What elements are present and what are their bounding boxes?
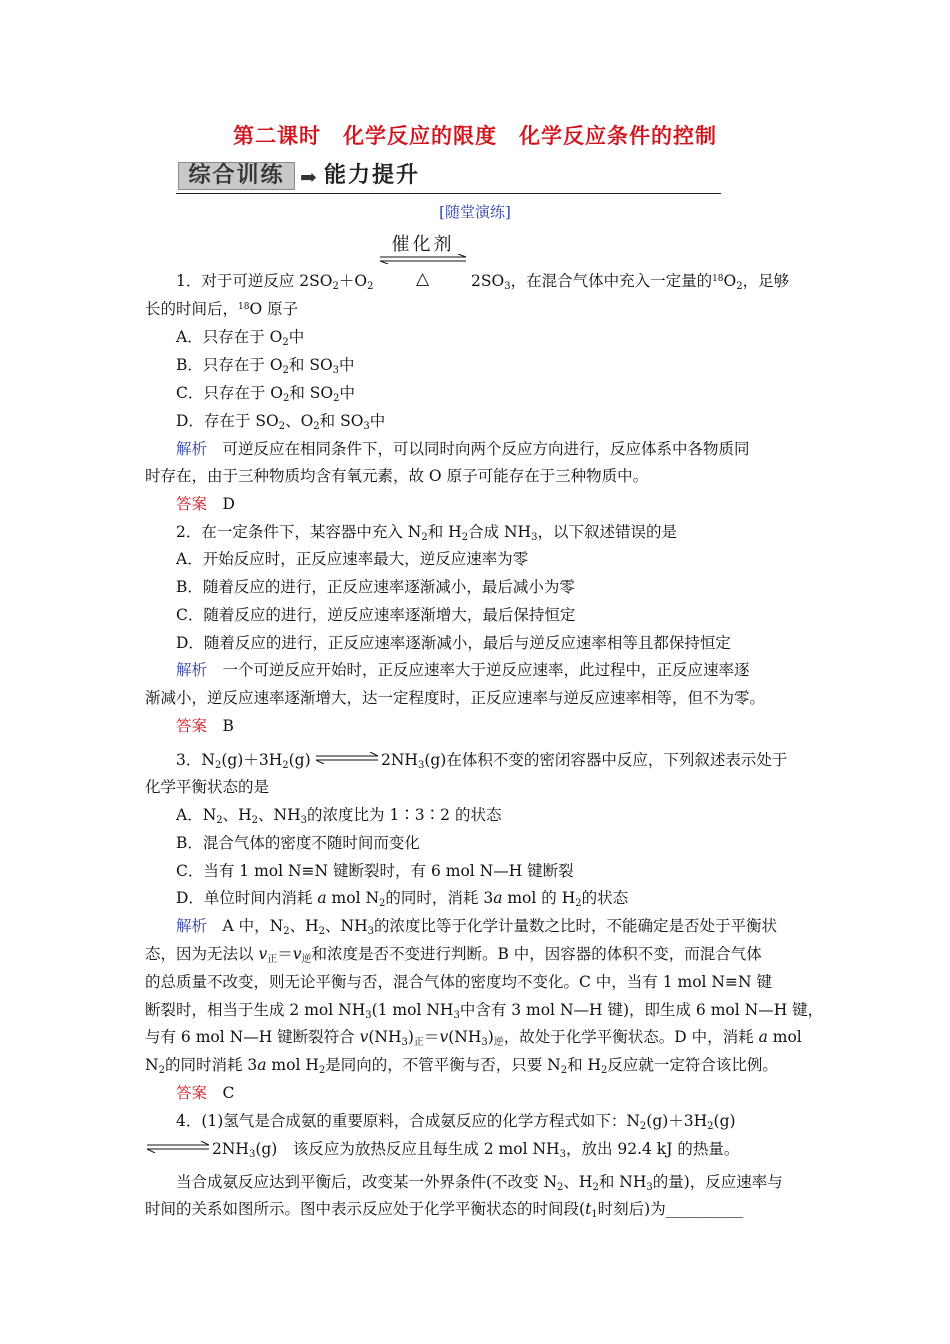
q4-stem-line4	[145, 1199, 815, 1219]
answer-label: 答案	[176, 1084, 208, 1102]
analysis-text: 的浓度比等于化学计量数之比时，不能确定是否处于平衡状	[373, 917, 777, 935]
q1-stem-text: ＋O	[338, 272, 368, 290]
analysis-text: 反应就一定符合该比例。	[607, 1056, 778, 1074]
option-text: 中	[339, 384, 356, 402]
q3-analysis-line3: 的总质量不改变，则无论平衡与否，混合气体的密度均不变化。C 中，当有 1 mol N≡N 键	[145, 973, 772, 991]
answer-label: 答案	[176, 717, 208, 735]
sub: 2	[283, 926, 290, 937]
analysis-text: 是同向的，不管平衡与否，只要 N	[325, 1056, 561, 1074]
sub: 2	[332, 281, 339, 292]
analysis-text: 、H	[289, 917, 319, 935]
option-text: 的状态	[581, 889, 629, 907]
q2-stem-text: 合成 NH	[468, 523, 532, 541]
sub: 2	[601, 1065, 608, 1076]
analysis-text: 、NH	[325, 917, 368, 935]
q4-stem-text: (g)	[713, 1112, 736, 1130]
q3-analysis-line4	[145, 1000, 824, 1021]
option-text: 和 SO	[319, 412, 364, 430]
q4-stem-text: 4．(1)氢气是合成氨的重要原料，合成氨反应的化学方程式如下：N	[176, 1112, 640, 1130]
italic-var: v	[359, 1028, 369, 1046]
q3-stem-text: (g)在体积不变的密闭容器中反应，下列叙述表示处于	[424, 751, 788, 769]
q2-stem-text: 2．在一定条件下，某容器中充入 N	[176, 523, 422, 541]
q1-answer	[176, 494, 846, 514]
q2-option-d: D．随着反应的进行，正反应速率逐渐减小，最后与逆反应速率相等且都保持恒定	[176, 634, 731, 652]
sub: 3	[504, 281, 511, 292]
analysis-text: N	[145, 1056, 159, 1074]
analysis-text: 中含有 3 mol N—H 键)，即生成 6 mol N—H 键，	[459, 1001, 824, 1019]
q2-analysis-line2: 渐减小，逆反应速率逐渐增大，达一定程度时，正反应速率与逆反应速率相等，但不为零。	[145, 689, 766, 707]
sub: 3	[332, 365, 340, 376]
q3-stem-line2: 化学平衡状态的是	[145, 778, 270, 796]
banner-label-comprehensive: 综合训练	[178, 162, 295, 190]
analysis-text: 与有 6 mol N—H 键断裂符合	[145, 1028, 360, 1046]
italic-var: v	[439, 1028, 449, 1046]
q4-stem-text: 、H	[563, 1173, 593, 1191]
sub: 2	[592, 1182, 599, 1193]
sub: 1	[591, 1209, 598, 1220]
analysis-text: A 中，N	[222, 917, 284, 935]
option-text: 、O	[285, 412, 314, 430]
analysis-text: 的同时消耗 3	[164, 1056, 258, 1074]
answer-value: B	[222, 717, 234, 735]
analysis-text: 可逆反应在相同条件下，可以同时向两个反应方向进行，反应体系中各物质同	[222, 440, 750, 458]
q2-stem-text: 和 H	[427, 523, 462, 541]
sub: 2	[333, 393, 340, 404]
sub: 逆	[301, 954, 312, 965]
q3-stem-text: 3．N	[176, 751, 215, 769]
sub: 3	[559, 1149, 566, 1160]
subheading: [随堂演练]	[439, 203, 511, 221]
sub: 2	[278, 421, 286, 432]
sub: 2	[282, 760, 289, 771]
q4-stem-text: 和 NH	[598, 1173, 647, 1191]
answer-value: C	[222, 1084, 235, 1102]
analysis-text: )	[487, 1028, 494, 1046]
analysis-text: mol H	[266, 1056, 319, 1074]
q1-stem-text: ，在混合气体中充入一定量的	[510, 272, 713, 290]
option-text: C．只存在于 O	[176, 384, 283, 402]
q1-stem-text: 长的时间后，	[145, 300, 239, 318]
q1-option-b	[176, 355, 846, 375]
q4-stem-text: 的量)，反应速率与	[652, 1173, 783, 1191]
italic-var: t	[585, 1200, 592, 1218]
sub: 正	[267, 954, 278, 965]
q3-option-b: B．混合气体的密度不随时间而变化	[176, 834, 420, 852]
q1-analysis	[176, 439, 846, 459]
q2-option-c: C．随着反应的进行，逆反应速率逐渐增大，最后保持恒定	[176, 606, 576, 624]
q4-stem-text: (g) 该反应为放热反应且每生成 2 mol NH	[255, 1140, 560, 1158]
catalyst-label: 催化剂	[391, 234, 455, 255]
sub: 2	[575, 898, 582, 909]
q1-option-d	[176, 411, 846, 431]
q1-analysis-line2: 时存在，由于三种物质均含有氧元素，故 O 原子可能存在于三种物质中。	[145, 467, 649, 485]
sub: 2	[318, 1065, 326, 1076]
analysis-label: 解析	[176, 661, 208, 679]
sub: 3	[531, 532, 538, 543]
analysis-text: ＝	[277, 945, 293, 963]
sub: 2	[736, 281, 743, 292]
sub: 3	[367, 926, 374, 937]
italic-var: v	[292, 945, 302, 963]
analysis-text: 态，因为无法以	[145, 945, 259, 963]
answer-blank[interactable]: __________	[665, 1200, 744, 1218]
heat-triangle-icon: △	[416, 269, 430, 289]
q1-option-c	[176, 383, 846, 403]
q1-stem-line2	[145, 299, 815, 319]
q4-stem-line2	[212, 1139, 812, 1159]
option-text: 、H	[222, 806, 252, 824]
sub: 2	[379, 898, 386, 909]
q4-stem-text: ，放出 92.4 kJ 的热量。	[565, 1140, 740, 1158]
sup: 18	[238, 302, 250, 312]
sup: 18	[712, 274, 724, 284]
analysis-text: ，故处于化学平衡状态。D 中，消耗	[503, 1028, 759, 1046]
q3-analysis-line6	[145, 1055, 815, 1075]
q3-option-c: C．当有 1 mol N≡N 键断裂时，有 6 mol N—H 键断裂	[176, 862, 574, 880]
analysis-label: 解析	[176, 917, 208, 935]
analysis-text: (1 mol NH	[371, 1001, 454, 1019]
analysis-text: 断裂时，相当于生成 2 mol NH	[145, 1001, 366, 1019]
sub: 2	[283, 393, 290, 404]
q3-stem-product	[381, 750, 787, 770]
italic-var: a	[758, 1028, 768, 1046]
sub: 3	[417, 760, 425, 771]
q4-stem-line3	[176, 1172, 846, 1192]
sub: 2	[560, 1065, 568, 1076]
q4-stem-text: 时间的关系如图所示。图中表示反应处于化学平衡状态的时间段(	[145, 1200, 586, 1218]
q4-stem-text: 2NH	[212, 1140, 249, 1158]
analysis-text: 和 H	[567, 1056, 602, 1074]
sub: 3	[365, 1010, 372, 1021]
sub: 3	[248, 1149, 256, 1160]
q3-analysis	[176, 916, 846, 936]
q1-stem-text: O 原子	[249, 300, 299, 318]
q3-stem-text: (g)＋3H	[221, 751, 283, 769]
sub: 2	[313, 421, 320, 432]
sub: 2	[707, 1121, 714, 1132]
option-text: 和 SO	[288, 356, 333, 374]
sub: 2	[214, 760, 222, 771]
option-text: D．存在于 SO	[176, 412, 279, 430]
q2-stem	[176, 522, 846, 542]
option-text: 和 SO	[289, 384, 334, 402]
sub: 2	[557, 1182, 564, 1193]
q3-analysis-line2	[145, 944, 815, 964]
analysis-text: (NH	[448, 1028, 482, 1046]
q3-stem	[176, 750, 846, 770]
option-text: 中	[339, 356, 355, 374]
sub: 2	[282, 365, 289, 376]
sub: 逆	[493, 1037, 504, 1048]
option-text: 中	[369, 412, 386, 430]
italic-var: a	[257, 1056, 267, 1074]
page-title: 第二课时 化学反应的限度 化学反应条件的控制	[233, 124, 717, 148]
italic-var: a	[317, 889, 327, 907]
q4-stem-text: (g)＋3H	[646, 1112, 708, 1130]
q1-stem-product	[471, 271, 789, 291]
option-text: 的同时，消耗 3	[385, 889, 494, 907]
q2-stem-text: ，以下叙述错误的是	[537, 523, 677, 541]
q1-stem-text: 1．对于可逆反应 2SO	[176, 272, 333, 290]
sub: 3	[401, 1037, 408, 1048]
sub: 3	[646, 1182, 653, 1193]
option-text: D．单位时间内消耗	[176, 889, 318, 907]
sub: 2	[421, 532, 428, 543]
italic-var: v	[258, 945, 268, 963]
q4-stem-text: 时刻后)为	[597, 1200, 666, 1218]
sub: 3	[481, 1037, 488, 1048]
sub: 2	[461, 532, 469, 543]
q1-stem-text: 2SO	[471, 272, 505, 290]
option-text: mol 的 H	[502, 889, 576, 907]
italic-var: a	[493, 889, 503, 907]
q3-option-d	[176, 888, 846, 908]
q2-option-a: A．开始反应时，正反应速率最大，逆反应速率为零	[176, 550, 529, 568]
q3-answer	[176, 1083, 846, 1103]
q1-option-a	[176, 327, 846, 347]
analysis-text: mol	[767, 1028, 802, 1046]
answer-label: 答案	[176, 495, 208, 513]
sub: 3	[300, 815, 308, 826]
q4-stem	[176, 1111, 846, 1131]
reversible-arrow-icon	[314, 752, 380, 764]
option-text: A．N	[176, 806, 217, 824]
section-banner	[176, 160, 721, 194]
option-text: 的浓度比为 1∶3∶2 的状态	[307, 806, 502, 824]
sub: 2	[216, 815, 223, 826]
option-text: mol N	[326, 889, 380, 907]
sub: 正	[413, 1037, 424, 1048]
analysis-text: )	[407, 1028, 414, 1046]
q4-stem-text: 当合成氨反应达到平衡后，改变某一外界条件(不改变 N	[176, 1173, 558, 1191]
analysis-label: 解析	[176, 440, 208, 458]
q3-option-a	[176, 805, 846, 825]
arrow-right-icon: ➡	[300, 165, 317, 189]
analysis-text: ＝	[423, 1028, 440, 1046]
sub: 3	[363, 421, 370, 432]
q3-analysis-line5	[145, 1027, 815, 1047]
option-text: 中	[288, 328, 305, 346]
sub: 2	[318, 926, 325, 937]
q1-stem-text: ，足够	[742, 272, 790, 290]
q3-stem-text: (g)	[288, 751, 311, 769]
reversible-arrow-icon	[145, 1141, 211, 1153]
q1-stem	[176, 271, 846, 291]
analysis-text: (NH	[368, 1028, 402, 1046]
sub: 2	[367, 281, 374, 292]
banner-label-ability: 能力提升	[324, 163, 421, 188]
analysis-text: 和浓度是否不变进行判断。B 中，因容器的体积不变，而混合气体	[311, 945, 762, 963]
option-text: 、NH	[258, 806, 301, 824]
q3-stem-text: 2NH	[381, 751, 418, 769]
sub: 2	[282, 337, 289, 348]
sub: 3	[453, 1010, 460, 1021]
q1-stem-text: O	[723, 272, 737, 290]
analysis-text: 一个可逆反应开始时，正反应速率大于逆反应速率，此过程中，正反应速率逐	[222, 661, 750, 679]
sub: 2	[639, 1121, 647, 1132]
q2-option-b: B．随着反应的进行，正反应速率逐渐减小，最后减小为零	[176, 578, 575, 596]
answer-value: D	[222, 495, 235, 513]
q2-analysis	[176, 660, 846, 680]
q2-answer	[176, 716, 846, 736]
option-text: B．只存在于 O	[176, 356, 283, 374]
sub: 2	[251, 815, 259, 826]
sub: 2	[158, 1065, 165, 1076]
reversible-arrow-icon	[378, 254, 468, 264]
option-text: A．只存在于 O	[176, 328, 283, 346]
